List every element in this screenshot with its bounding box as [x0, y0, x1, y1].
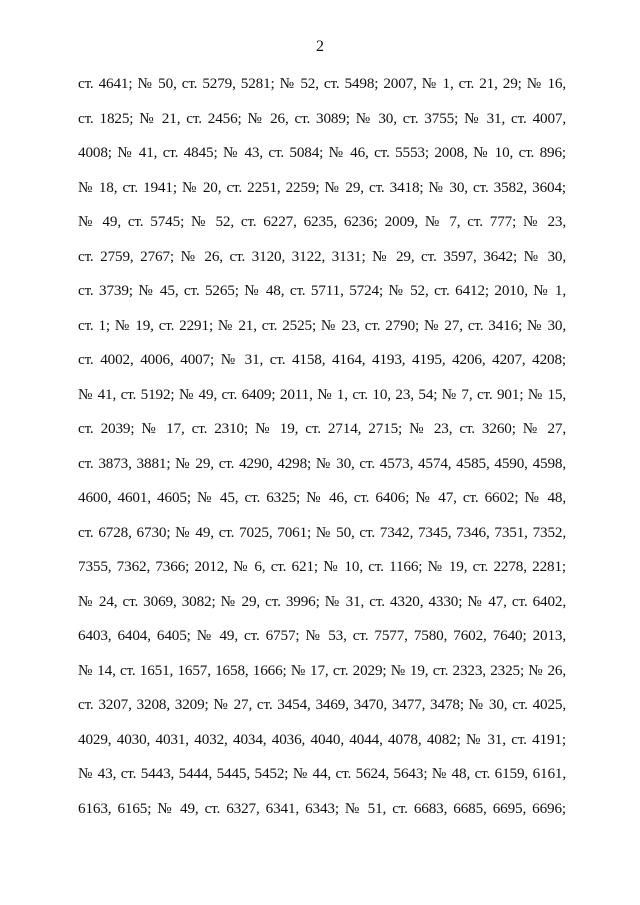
text-line: № 41, ст. 5192; № 49, ст. 6409; 2011, № 1, ст. 10, 23, 54; № 7, ст. 901; № 15,	[78, 385, 566, 403]
text-line: № 24, ст. 3069, 3082; № 29, ст. 3996; № 31, ст. 4320, 4330; № 47, ст. 6402,	[78, 592, 566, 610]
text-line: 6403, 6404, 6405; № 49, ст. 6757; № 53, ст. 7577, 7580, 7602, 7640; 2013,	[78, 627, 566, 644]
text-line: 6163, 6165; № 49, ст. 6327, 6341, 6343; № 51, ст. 6683, 6685, 6695, 6696;	[78, 799, 566, 817]
text-line: ст. 2039; № 17, ст. 2310; № 19, ст. 2714, 2715; № 23, ст. 3260; № 27,	[78, 420, 566, 437]
text-line: ст. 1825; № 21, ст. 2456; № 26, ст. 3089; № 30, ст. 3755; № 31, ст. 4007,	[78, 109, 566, 127]
text-line: 7355, 7362, 7366; 2012, № 6, ст. 621; № 10, ст. 1166; № 19, ст. 2278, 2281;	[78, 558, 566, 575]
text-line: ст. 3873, 3881; № 29, ст. 4290, 4298; № 30, ст. 4573, 4574, 4585, 4590, 4598,	[78, 454, 566, 472]
text-line: № 18, ст. 1941; № 20, ст. 2251, 2259; № 29, ст. 3418; № 30, ст. 3582, 3604;	[78, 178, 566, 196]
text-line: ст. 2759, 2767; № 26, ст. 3120, 3122, 3131; № 29, ст. 3597, 3642; № 30,	[78, 247, 566, 265]
text-line: ст. 6728, 6730; № 49, ст. 7025, 7061; № 50, ст. 7342, 7345, 7346, 7351, 7352,	[78, 523, 566, 541]
text-line: 4029, 4030, 4031, 4032, 4034, 4036, 4040, 4044, 4078, 4082; № 31, ст. 4191;	[78, 730, 566, 748]
text-line: № 49, ст. 5745; № 52, ст. 6227, 6235, 6236; 2009, № 7, ст. 777; № 23,	[78, 213, 566, 230]
text-line: ст. 4002, 4006, 4007; № 31, ст. 4158, 4164, 4193, 4195, 4206, 4207, 4208;	[78, 351, 566, 368]
text-line: ст. 1; № 19, ст. 2291; № 21, ст. 2525; № 23, ст. 2790; № 27, ст. 3416; № 30,	[78, 316, 566, 334]
text-line: 4600, 4601, 4605; № 45, ст. 6325; № 46, ст. 6406; № 47, ст. 6602; № 48,	[78, 489, 566, 506]
page-number: 2	[316, 38, 324, 55]
text-line: ст. 4641; № 50, ст. 5279, 5281; № 52, ст. 5498; 2007, № 1, ст. 21, 29; № 16,	[78, 75, 566, 92]
body-text	[78, 72, 566, 831]
text-line: № 43, ст. 5443, 5444, 5445, 5452; № 44, ст. 5624, 5643; № 48, ст. 6159, 6161,	[78, 765, 566, 782]
text-line: № 14, ст. 1651, 1657, 1658, 1666; № 17, ст. 2029; № 19, ст. 2323, 2325; № 26,	[78, 661, 566, 679]
text-line: 4008; № 41, ст. 4845; № 43, ст. 5084; № 46, ст. 5553; 2008, № 10, ст. 896;	[78, 144, 566, 161]
text-line: ст. 3207, 3208, 3209; № 27, ст. 3454, 3469, 3470, 3477, 3478; № 30, ст. 4025,	[78, 696, 566, 713]
text-line: ст. 3739; № 45, ст. 5265; № 48, ст. 5711, 5724; № 52, ст. 6412; 2010, № 1,	[78, 282, 566, 299]
